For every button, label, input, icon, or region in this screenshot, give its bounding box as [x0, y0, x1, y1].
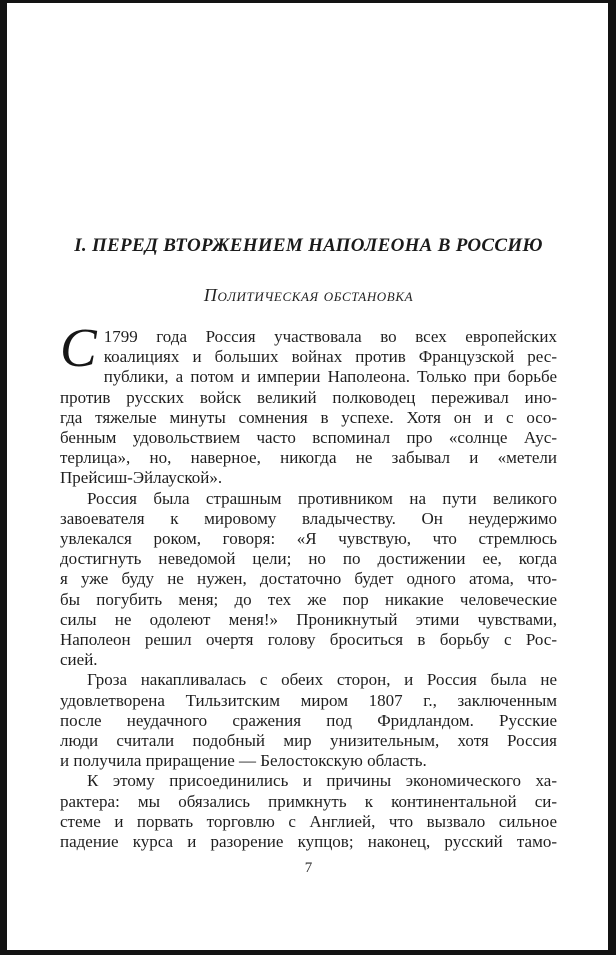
text-line: бенным удовольствием часто вспоминал про «солнце Аус- — [60, 428, 557, 448]
text-line: против русских войск великий полководец переживал ино- — [60, 387, 557, 407]
paragraph — [60, 489, 557, 671]
section-subtitle: Политическая обстановка — [203, 285, 414, 305]
text-line: стеме и порвать торговлю с Англией, что вызвало сильное — [60, 811, 557, 831]
text-line: коалициях и больших войнах против Французской рес- — [103, 347, 557, 367]
text-line: терлица», но, наверное, никогда не забывал и «метели — [60, 448, 557, 468]
text-line: после неудачного сражения под Фридландом. Русские — [60, 710, 557, 730]
text-line: сией. — [60, 650, 98, 670]
text-line: удовлетворена Тильзитским миром 1807 г., заключенным — [60, 690, 557, 710]
text-line: Наполеон решил очертя голову броситься в борьбу с Рос- — [60, 630, 557, 650]
paragraph — [60, 670, 557, 771]
text-line: 1799 года Россия участвовала во всех европейских — [103, 327, 557, 346]
text-line: публики, а потом и империи Наполеона. Только при борьбе — [103, 367, 557, 387]
text-line: я уже буду не нужен, достаточно будет одного атома, что- — [60, 569, 557, 589]
body-text — [60, 327, 557, 852]
text-line: достигнуть неведомой цели; но по достижении ее, когда — [60, 549, 557, 569]
chapter-title: I. ПЕРЕД ВТОРЖЕНИЕМ НАПОЛЕОНА В РОССИЮ — [74, 235, 543, 256]
paragraph — [60, 327, 557, 489]
book-page — [7, 3, 608, 950]
text-line: и получила приращение — Белостокскую область. — [60, 751, 427, 771]
paragraph — [60, 771, 557, 852]
drop-cap: С — [60, 327, 97, 378]
text-line: бы погубить меня; до тех же пор никакие человеческие — [60, 589, 557, 609]
page-number: 7 — [304, 860, 313, 877]
text-line: завоевателя к мировому владычеству. Он неудержимо — [60, 508, 557, 528]
text-line: Россия была страшным противником на пути великого — [87, 488, 557, 508]
text-line: падение курса и разорение купцов; наконец, русский тамо- — [60, 832, 557, 852]
text-line: люди считали подобный мир унизительным, хотя Россия — [60, 731, 557, 751]
text-line: Прейсиш-Эйлауской». — [60, 468, 223, 488]
text-line: увлекался роком, говоря: «Я чувствую, что стремлюсь — [60, 529, 557, 549]
text-line: К этому присоединились и причины экономического ха- — [87, 771, 557, 791]
text-line: гда тяжелые минуты сомнения в успехе. Хотя он и с осо- — [60, 407, 557, 427]
text-line: Гроза накапливалась с обеих сторон, и Россия была не — [87, 670, 557, 690]
text-line: силы не одолеют меня!» Проникнутый этими чувствами, — [60, 609, 557, 629]
text-line: рактера: мы обязались примкнуть к континентальной си- — [60, 791, 557, 811]
